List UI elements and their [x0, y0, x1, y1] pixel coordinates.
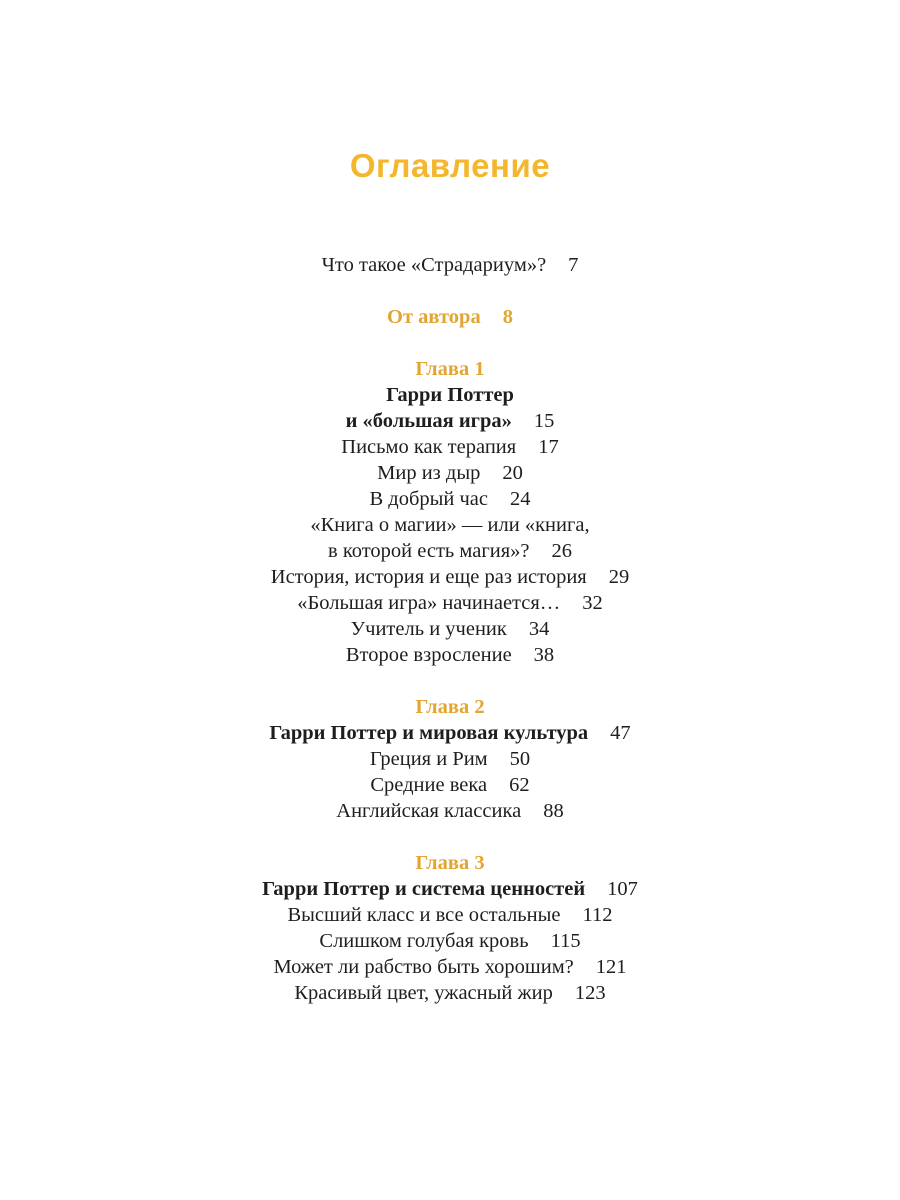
toc-entry-line	[0, 512, 900, 538]
toc-entry-line-label: «Большая игра» начинается…	[297, 592, 561, 614]
toc-entry-line-label: Учитель и ученик	[350, 618, 507, 640]
page-number: 32	[582, 592, 603, 614]
chapter-heading-label: Глава 3	[415, 852, 485, 874]
toc-entry-line	[0, 798, 900, 824]
page-number: 20	[502, 462, 523, 484]
page-number: 38	[533, 644, 555, 666]
chapter-title-line-label: и «большая игра»	[345, 410, 512, 432]
toc-intro-entry-label: От автора	[387, 306, 481, 328]
toc-entry-line	[0, 954, 900, 980]
chapter-heading-label: Глава 1	[415, 358, 485, 380]
toc-intro-block	[0, 252, 900, 278]
page-number: 121	[595, 956, 627, 978]
chapter-block	[0, 694, 900, 824]
toc-entry-line	[0, 434, 900, 460]
toc-entry-line-label: Красивый цвет, ужасный жир	[294, 982, 553, 1004]
toc-entry-line	[0, 486, 900, 512]
page-number: 62	[509, 774, 530, 796]
page-number: 115	[550, 930, 581, 952]
chapter-block	[0, 850, 900, 1006]
toc-entry-line-label: Высший класс и все остальные	[287, 904, 561, 926]
toc-entry-line	[0, 564, 900, 590]
chapter-heading-label: Глава 2	[415, 696, 485, 718]
chapter-title-line-label: Гарри Поттер и система ценностей	[262, 878, 586, 900]
page-number: 107	[607, 878, 638, 900]
page-number: 50	[509, 748, 531, 770]
page-number: 112	[582, 904, 613, 926]
toc-entry-line	[0, 928, 900, 954]
page-number: 17	[538, 436, 559, 458]
page-number: 29	[608, 566, 630, 588]
chapter-heading	[0, 694, 900, 720]
page-number: 34	[528, 618, 550, 640]
toc-entry-line	[0, 538, 900, 564]
chapter-title-line	[0, 720, 900, 746]
toc-entry-line-label: в которой есть магия»?	[328, 540, 530, 562]
toc-entry-line-label: Может ли рабство быть хорошим?	[273, 956, 574, 978]
toc-entry-line	[0, 746, 900, 772]
toc-entry-line	[0, 616, 900, 642]
page-number: 15	[533, 410, 555, 432]
toc-intro-entry-label: Что такое «Страдариум»?	[321, 254, 547, 276]
toc-entry-line-label: История, история и еще раз история	[270, 566, 587, 588]
chapter-heading	[0, 850, 900, 876]
toc-entry-line-label: Греция и Рим	[369, 748, 488, 770]
toc-entry-line-label: Мир из дыр	[377, 462, 481, 484]
toc-entry-line	[0, 902, 900, 928]
chapter-heading	[0, 356, 900, 382]
toc-intro-entry	[0, 304, 900, 330]
toc-intro-block	[0, 304, 900, 330]
chapter-title-line	[0, 876, 900, 902]
chapter-block	[0, 356, 900, 668]
chapter-title-line-label: Гарри Поттер и мировая культура	[269, 722, 589, 744]
chapter-title-line	[0, 382, 900, 408]
page-number: 47	[610, 722, 631, 744]
toc-entry-line-label: Второе взросление	[345, 644, 512, 666]
chapter-title-line	[0, 408, 900, 434]
toc-entry-line-label: «Книга о магии» — или «книга,	[310, 514, 590, 536]
page-number: 8	[502, 306, 513, 328]
page-number: 26	[551, 540, 572, 562]
toc-entry-line	[0, 590, 900, 616]
page-number: 7	[568, 254, 579, 276]
toc-entry-line-label: Английская классика	[336, 800, 522, 822]
toc-intro-entry	[0, 252, 900, 278]
page-title: Оглавление	[349, 147, 551, 184]
page-number: 88	[543, 800, 564, 822]
toc-entry-line-label: В добрый час	[369, 488, 489, 510]
toc-entry-line	[0, 460, 900, 486]
toc-entry-line-label: Слишком голубая кровь	[319, 930, 529, 952]
chapter-title-line-label: Гарри Поттер	[386, 384, 514, 406]
toc-entry-line	[0, 980, 900, 1006]
toc-entry-line-label: Письмо как терапия	[341, 436, 517, 458]
page-number: 24	[510, 488, 531, 510]
page-number: 123	[574, 982, 606, 1004]
toc-entry-line	[0, 642, 900, 668]
table-of-contents	[0, 252, 900, 1006]
toc-entry-line-label: Средние века	[370, 774, 488, 796]
toc-entry-line	[0, 772, 900, 798]
